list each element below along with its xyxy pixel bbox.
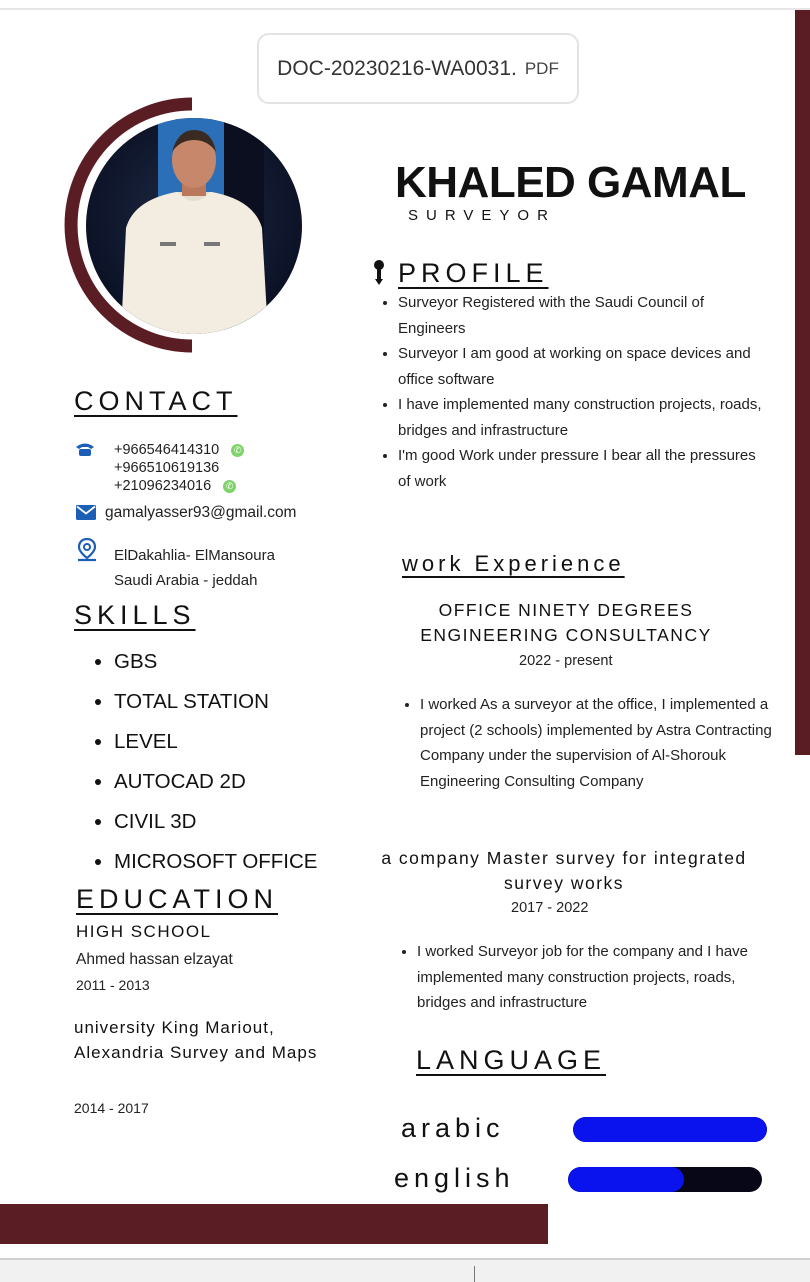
language-level-fill: [573, 1117, 767, 1142]
address: [114, 543, 275, 593]
phone-icon: [74, 441, 96, 457]
pin-icon: [371, 259, 387, 285]
language-name: english: [394, 1163, 515, 1193]
work-heading: work Experience: [402, 551, 625, 576]
job-detail: • I worked Surveyor job for the company and I have implemented many construction projects, roads, bridges and infrastructure: [417, 939, 777, 1016]
skill-item: • MICROSOFT OFFICE: [114, 842, 317, 882]
phone-number: +966510619136: [114, 460, 220, 476]
location-icon: [77, 538, 97, 562]
whatsapp-icon: ✆: [231, 444, 244, 457]
bottom-strip: [0, 1258, 810, 1282]
bottom-accent-bar: [0, 1204, 548, 1244]
education-heading: EDUCATION: [76, 884, 279, 914]
language-level-fill: [568, 1167, 684, 1192]
phone-numbers: [114, 441, 244, 495]
language-name: arabic: [401, 1113, 505, 1143]
right-accent-bar: [795, 10, 810, 755]
profile-item: • I have implemented many construction projects, roads, bridges and infrastructure: [398, 392, 768, 443]
phone-number: +21096234016: [114, 478, 212, 494]
skill-item: • AUTOCAD 2D: [114, 762, 317, 802]
profile-heading: PROFILE: [398, 258, 549, 288]
profile-item: • Surveyor Registered with the Saudi Council of Engineers: [398, 290, 768, 341]
job-dates: 2017 - 2022: [511, 900, 589, 916]
profile-item: • I'm good Work under pressure I bear all the pressures of work: [398, 443, 768, 494]
top-divider: [0, 8, 810, 10]
profile-photo: [86, 118, 302, 334]
file-extension: PDF: [524, 58, 559, 78]
job-details-list: [404, 692, 780, 794]
job-details-list: [401, 939, 777, 1016]
phone-number: +966546414310: [114, 442, 220, 458]
candidate-name: KHALED GAMAL: [395, 158, 746, 207]
profile-item: • Surveyor I am good at working on space devices and office software: [398, 341, 768, 392]
language-heading: LANGUAGE: [416, 1045, 607, 1075]
mail-icon: [76, 505, 96, 520]
job-detail: • I worked As a surveyor at the office, I implemented a project (2 schools) implemented by Astra Contracting Company under the supervision of Al-Shorouk Engineering Consulting Company: [420, 692, 780, 794]
file-name-bar[interactable]: [257, 33, 579, 104]
file-name: DOC-20230216-WA0031.: [277, 56, 517, 80]
school-years: 2011 - 2013: [76, 977, 150, 993]
address-line: Saudi Arabia - jeddah: [114, 572, 258, 589]
job-title: SURVEYOR: [408, 207, 556, 224]
company-name: OFFICE NINETY DEGREES ENGINEERING CONSULTANCY: [420, 600, 712, 645]
company-name: a company Master survey for integrated survey works: [381, 848, 747, 893]
whatsapp-icon: ✆: [223, 480, 236, 493]
skills-heading: SKILLS: [74, 600, 196, 630]
email-address: gamalyasser93@gmail.com: [105, 504, 297, 521]
university-name: university King Mariout, Alexandria Survey and Maps: [74, 1018, 318, 1062]
skill-item: • GBS: [114, 642, 317, 682]
language-level-bar: [573, 1117, 767, 1142]
skills-list: [92, 642, 317, 882]
skill-item: • LEVEL: [114, 722, 317, 762]
skill-item: • CIVIL 3D: [114, 802, 317, 842]
school-level: HIGH SCHOOL: [76, 922, 212, 941]
address-line: ElDakahlia- ElMansoura: [114, 547, 275, 564]
skill-item: • TOTAL STATION: [114, 682, 317, 722]
contact-heading: CONTACT: [74, 386, 238, 416]
school-name: Ahmed hassan elzayat: [76, 951, 233, 968]
university-years: 2014 - 2017: [74, 1100, 149, 1116]
profile-list: [382, 290, 768, 494]
job-dates: 2022 - present: [519, 653, 613, 669]
language-level-bar: [568, 1167, 762, 1192]
